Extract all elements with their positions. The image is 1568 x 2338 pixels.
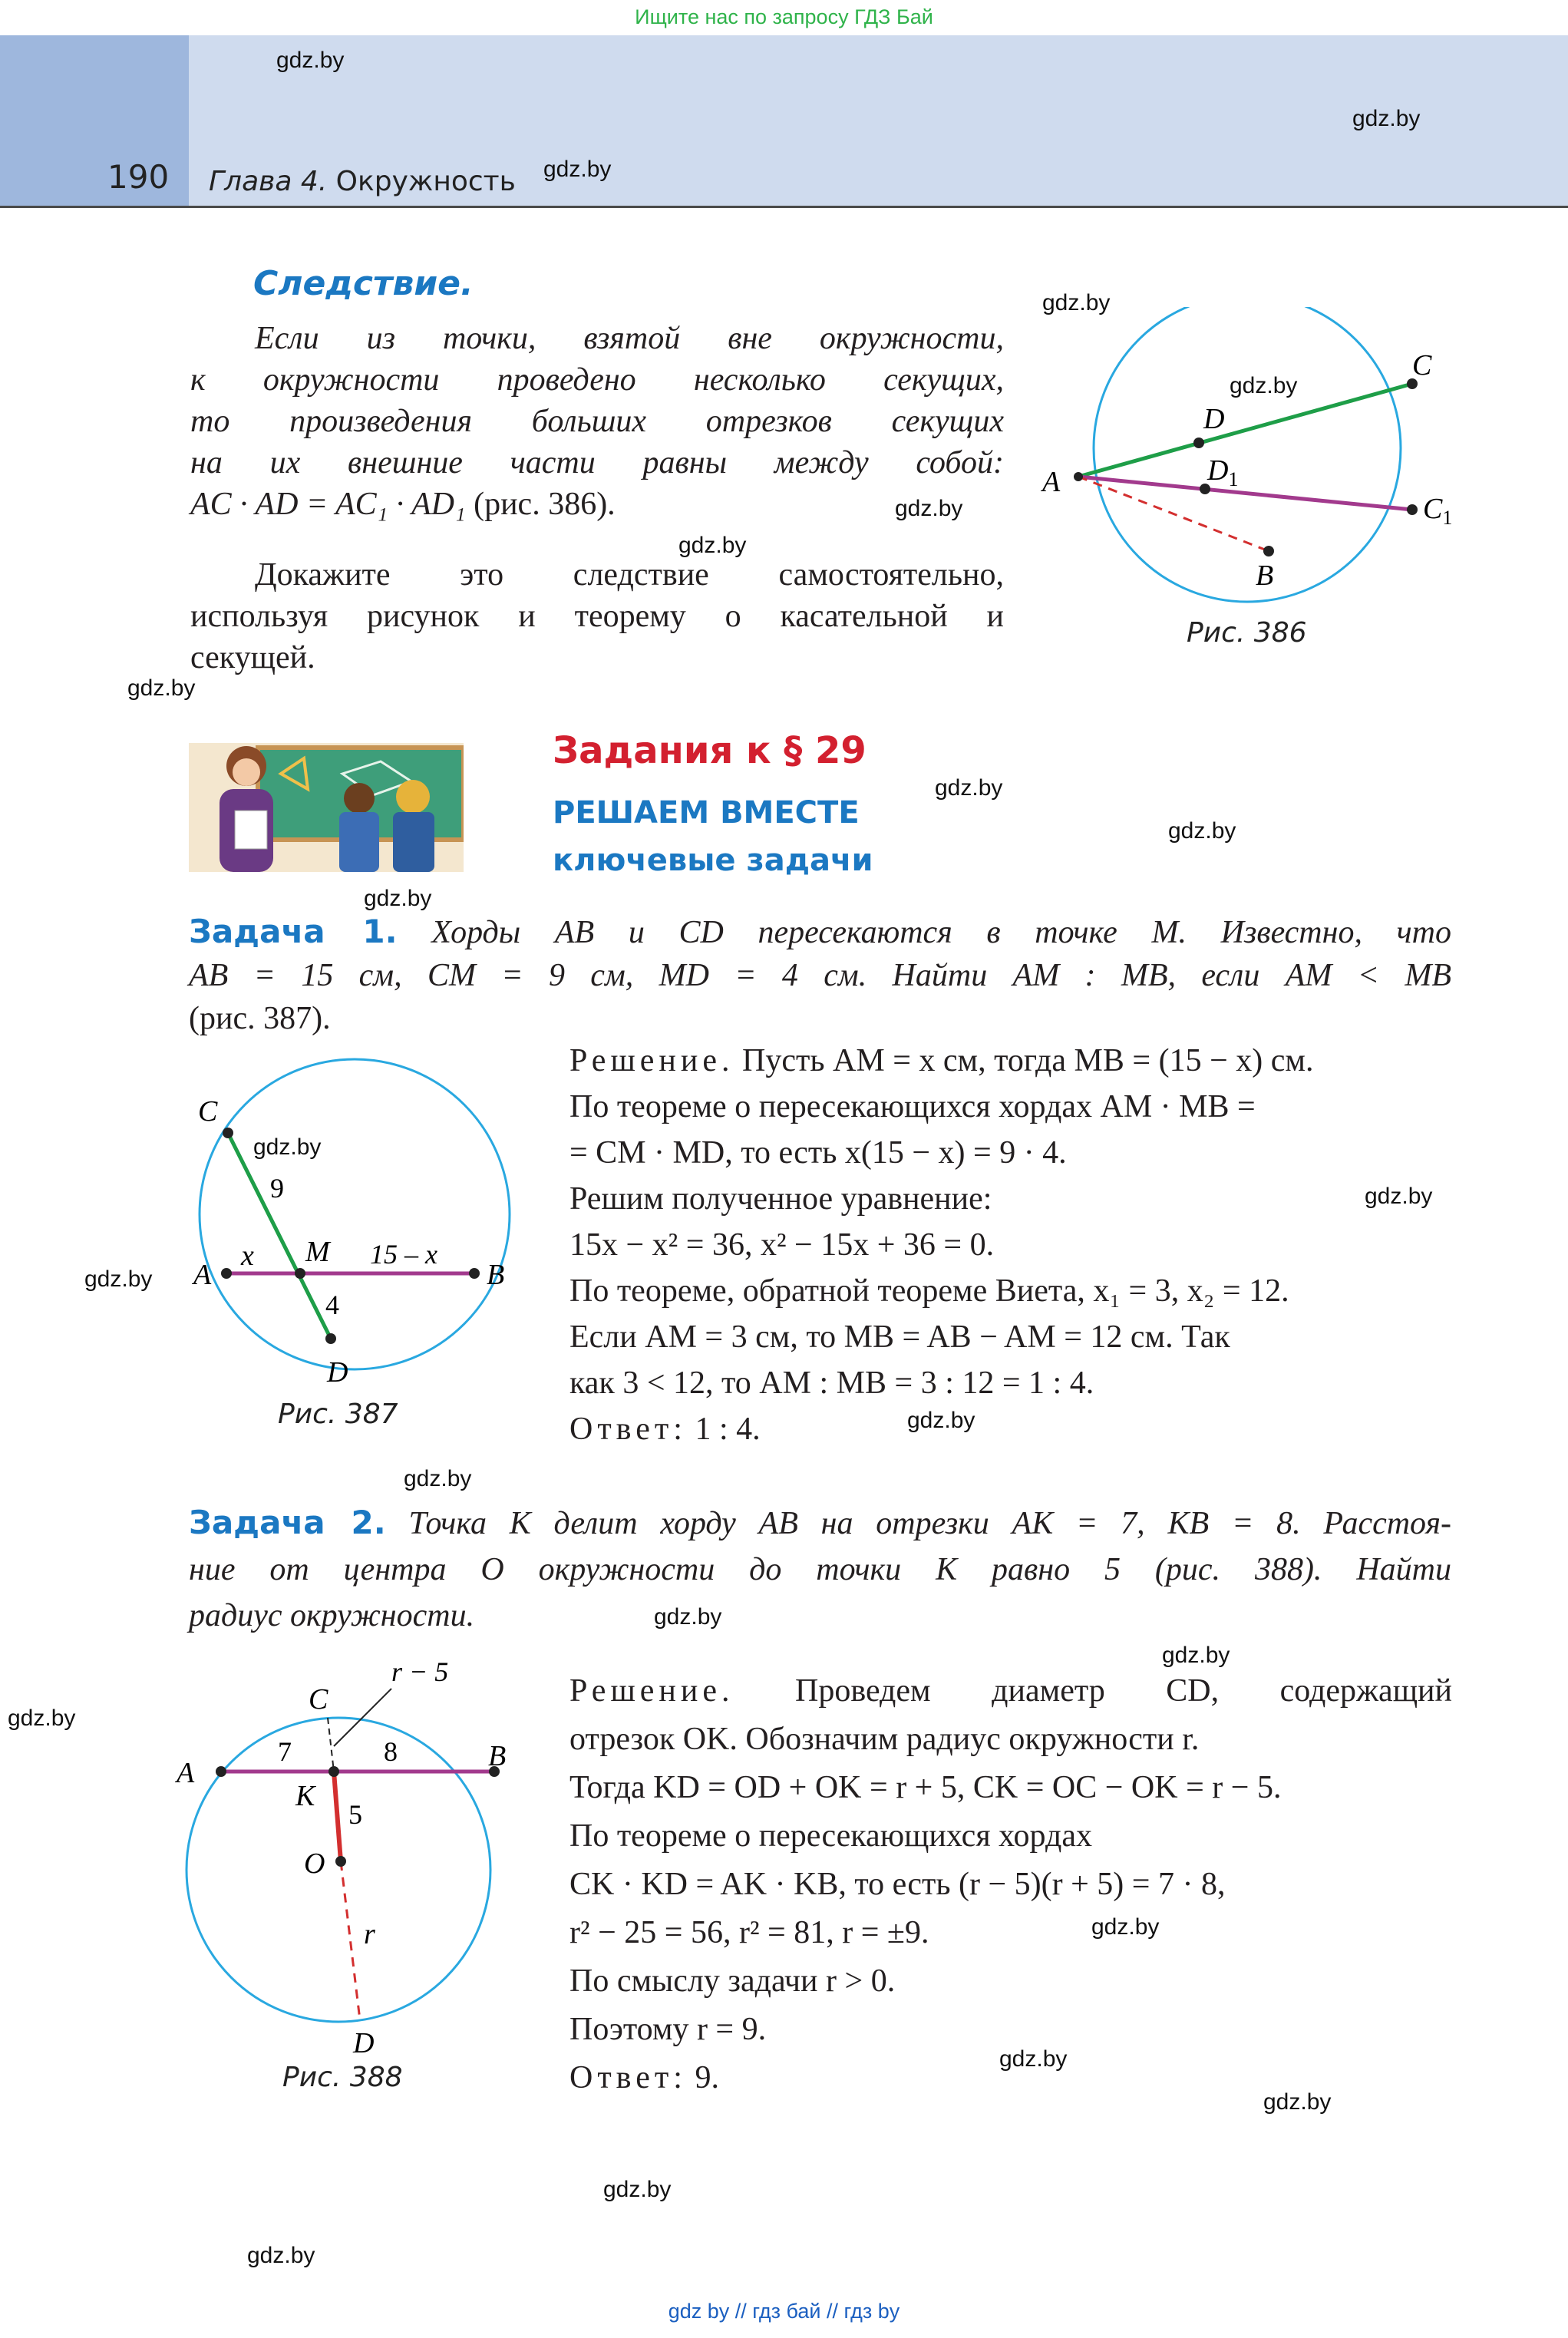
fig387-label-x: x [241, 1240, 254, 1272]
fig386-label-c1 [1423, 493, 1452, 529]
tasks-title: Задания к § 29 [553, 729, 867, 772]
proof-text [190, 554, 1004, 679]
watermark: gdz.by [404, 1466, 472, 1491]
footer-links: gdz by // гдз бай // гдз by [668, 2300, 900, 2323]
task1-statement-2: AB = 15 см, CM = 9 см, MD = 4 см. Найти AM : MB, если AM < MB [189, 958, 1451, 993]
watermark: gdz.by [1230, 373, 1298, 398]
fig388-point-a [216, 1766, 226, 1777]
fig387-point-b [469, 1268, 480, 1279]
fig388-label-b: B [488, 1740, 507, 1772]
fig388-label-rm5: r − 5 [391, 1656, 449, 1687]
task1-statement-1: Хорды AB и CD пересекаются в точке M. Известно, что [431, 915, 1452, 950]
fig386-circle [1094, 307, 1401, 602]
task2-solution [569, 1667, 1452, 2102]
task2-solution-2: отрезок OK. Обозначим радиус окружности r. [569, 1722, 1200, 1757]
fig387-circle [200, 1059, 510, 1369]
fig388-label-a: A [177, 1757, 195, 1789]
task1-solution-5: 15x − x² = 36, x² − 15x + 36 = 0. [569, 1227, 995, 1263]
task1-ref: (рис. 387). [189, 1001, 331, 1036]
task1-line-1 [189, 910, 1451, 954]
watermark: gdz.by [895, 496, 963, 521]
fig387-point-c [223, 1128, 233, 1138]
fig386-secant-ac1 [1078, 477, 1412, 510]
fig387-label-b-segment: 15 – x [370, 1239, 437, 1270]
corollary-text [190, 318, 1004, 525]
corollary-line-4: на их внешние части равны между собой: [190, 445, 1004, 480]
watermark: gdz.by [247, 2243, 315, 2268]
fig388-label-r: r [364, 1918, 375, 1950]
student2-head [396, 780, 430, 814]
watermark: gdz.by [543, 157, 612, 182]
fig387-label-nine: 9 [270, 1173, 284, 1204]
watermark: gdz.by [935, 775, 1003, 801]
task2-line-1 [189, 1500, 1451, 1547]
corollary-line-3: то произведения больших отрезков секущих [190, 404, 1004, 439]
fig386-label-a: A [1042, 466, 1061, 498]
watermark: gdz.by [8, 1706, 76, 1731]
task1-solution-6: По теореме, обратной теореме Виета, x₁ = 3, x₂ = 12. [569, 1273, 1289, 1309]
chapter-prefix: Глава 4. [209, 166, 328, 197]
top-banner: Ищите нас по запросу ГДЗ Бай [635, 5, 933, 28]
task1-answer-line [569, 1406, 1452, 1452]
task1-statement [189, 910, 1451, 1040]
proof-line-2: используя рисунок и теорему о касательной и [190, 599, 1004, 634]
header-line [0, 206, 1568, 208]
task1-solution-word: Решение. [569, 1043, 734, 1078]
fig386-point-c1 [1407, 504, 1418, 515]
task2-solution-1: Проведем диаметр CD, содержащий [795, 1673, 1452, 1709]
watermark: gdz.by [1162, 1643, 1230, 1668]
fig386-label-c1-main: C [1423, 493, 1443, 525]
page-number: 190 [107, 158, 170, 196]
proof-line-1: Докажите это следствие самостоятельно, [255, 557, 1004, 593]
watermark: gdz.by [1042, 290, 1111, 315]
task1-solution-7: Если AM = 3 см, то MB = AB − AM = 12 см. Так [569, 1319, 1230, 1355]
fig388-segment-ck [328, 1718, 334, 1772]
fig387-point-d [325, 1333, 336, 1344]
task1-solution-line-1 [569, 1038, 1452, 1084]
task1-solution-2: По теореме о пересекающихся хордах AM · MB = [569, 1089, 1256, 1124]
fig388-point-k [328, 1766, 339, 1777]
watermark: gdz.by [1168, 818, 1236, 844]
task2-solution-5: CK · KD = AK · KB, то есть (r − 5)(r + 5) = 7 · 8, [569, 1867, 1226, 1902]
fig388-label-seven: 7 [278, 1736, 292, 1767]
task1-solution-3: = CM · MD, то есть x(15 − x) = 9 · 4. [569, 1135, 1067, 1171]
student1-head [344, 783, 375, 814]
watermark: gdz.by [654, 1604, 722, 1630]
task2-label: Задача 2. [189, 1504, 386, 1541]
fig386-label-d1 [1207, 454, 1238, 490]
watermark: gdz.by [364, 886, 432, 911]
fig388-circle [187, 1718, 490, 2022]
watermark: gdz.by [276, 48, 345, 73]
corollary-formula-line [190, 484, 1004, 525]
fig386-caption: Рис. 386 [1187, 617, 1307, 649]
chapter-name: Окружность [335, 166, 516, 197]
watermark: gdz.by [678, 533, 747, 558]
task1-answer: 1 : 4. [695, 1412, 761, 1447]
task2-answer-word: Ответ: [569, 2060, 687, 2095]
watermark: gdz.by [253, 1134, 322, 1160]
fig388-label-o: O [304, 1848, 325, 1880]
corollary-line-2: к окружности проведено несколько секущих, [190, 362, 1004, 398]
tasks-sub2: ключевые задачи [553, 843, 873, 878]
watermark: gdz.by [127, 675, 196, 701]
fig388-point-o [335, 1856, 346, 1867]
fig388-label-eight: 8 [384, 1736, 398, 1767]
teacher-paper [235, 811, 267, 849]
task2-solution-6: r² − 25 = 56, r² = 81, r = ±9. [569, 1915, 929, 1950]
fig387-label-four: 4 [325, 1290, 339, 1320]
fig386-point-d [1193, 438, 1204, 448]
fig387-label-a: A [193, 1259, 212, 1291]
corollary-ref: (рис. 386). [474, 487, 616, 522]
fig387-label-b: B [487, 1259, 505, 1291]
fig388-segment-od [341, 1861, 360, 2020]
fig386-point-b [1263, 546, 1274, 556]
task1-answer-word: Ответ: [569, 1412, 687, 1447]
fig386-label-d: D [1203, 403, 1225, 435]
watermark: gdz.by [1091, 1914, 1160, 1940]
fig388-label-d: D [353, 2027, 375, 2059]
watermark: gdz.by [603, 2177, 672, 2202]
fig386-label-b: B [1256, 560, 1274, 592]
fig388-caption: Рис. 388 [282, 2062, 403, 2093]
corollary-formula: AC · AD = AC₁ · AD₁ [190, 487, 466, 522]
task1-solution [569, 1038, 1452, 1452]
fig387-caption: Рис. 387 [278, 1399, 398, 1430]
task2-statement-3: радиус окружности. [189, 1598, 475, 1633]
chapter-title [209, 166, 516, 197]
figure-386 [1028, 307, 1489, 614]
tasks-sub1: РЕШАЕМ ВМЕСТЕ [553, 795, 860, 831]
corollary-title: Следствие. [253, 264, 474, 303]
task2-statement-1: Точка K делит хорду AB на отрезки AK = 7, KB = 8. Расстоя- [408, 1506, 1452, 1541]
task2-statement [189, 1500, 1451, 1639]
task2-answer: 9. [695, 2060, 719, 2095]
fig388-label-five: 5 [348, 1799, 362, 1830]
proof-line-3: секущей. [190, 640, 315, 675]
figure-388 [169, 1643, 537, 2072]
fig386-point-a [1074, 472, 1083, 481]
fig387-label-c: C [198, 1095, 218, 1128]
task2-solution-word: Решение. [569, 1673, 734, 1709]
watermark: gdz.by [1365, 1184, 1433, 1209]
watermark: gdz.by [84, 1266, 153, 1292]
fig386-label-c: C [1412, 349, 1432, 381]
figure-387 [184, 1044, 522, 1397]
task2-solution-4: По теореме о пересекающихся хордах [569, 1818, 1093, 1854]
fig386-label-d1-main: D [1207, 454, 1229, 487]
watermark: gdz.by [907, 1408, 975, 1433]
fig388-segment-ko [334, 1772, 341, 1861]
fig386-label-d1-sub: 1 [1228, 468, 1239, 490]
task1-label: Задача 1. [189, 913, 398, 950]
fig388-label-k: K [295, 1780, 315, 1812]
task2-statement-2: ние от центра O окружности до точки K равно 5 (рис. 388). Найти [189, 1552, 1451, 1587]
classroom-illustration [189, 743, 464, 872]
fig386-label-c1-sub: 1 [1442, 507, 1453, 529]
fig388-label-c: C [309, 1683, 328, 1716]
corollary-line-1: Если из точки, взятой вне окружности, [255, 321, 1004, 356]
task1-solution-4: Решим полученное уравнение: [569, 1181, 992, 1217]
fig387-point-m [295, 1268, 305, 1279]
task1-solution-8: как 3 < 12, то AM : MB = 3 : 12 = 1 : 4. [569, 1365, 1094, 1401]
teacher-face [233, 758, 260, 786]
watermark: gdz.by [1263, 2089, 1332, 2115]
fig387-label-m: M [305, 1236, 330, 1268]
fig387-point-a [221, 1268, 232, 1279]
watermark: gdz.by [999, 2046, 1068, 2072]
student1-body [339, 812, 379, 872]
task2-solution-8: Поэтому r = 9. [569, 2012, 767, 2047]
task2-solution-line-1 [569, 1667, 1452, 1716]
task2-solution-3: Тогда KD = OD + OK = r + 5, CK = OC − OK = r − 5. [569, 1770, 1282, 1805]
task1-solution-1: Пусть AM = x см, тогда MB = (15 − x) см. [742, 1043, 1314, 1078]
fig387-label-d: D [327, 1356, 348, 1389]
watermark: gdz.by [1352, 106, 1421, 131]
task2-solution-7: По смыслу задачи r > 0. [569, 1963, 896, 1999]
student2-body [393, 812, 434, 872]
